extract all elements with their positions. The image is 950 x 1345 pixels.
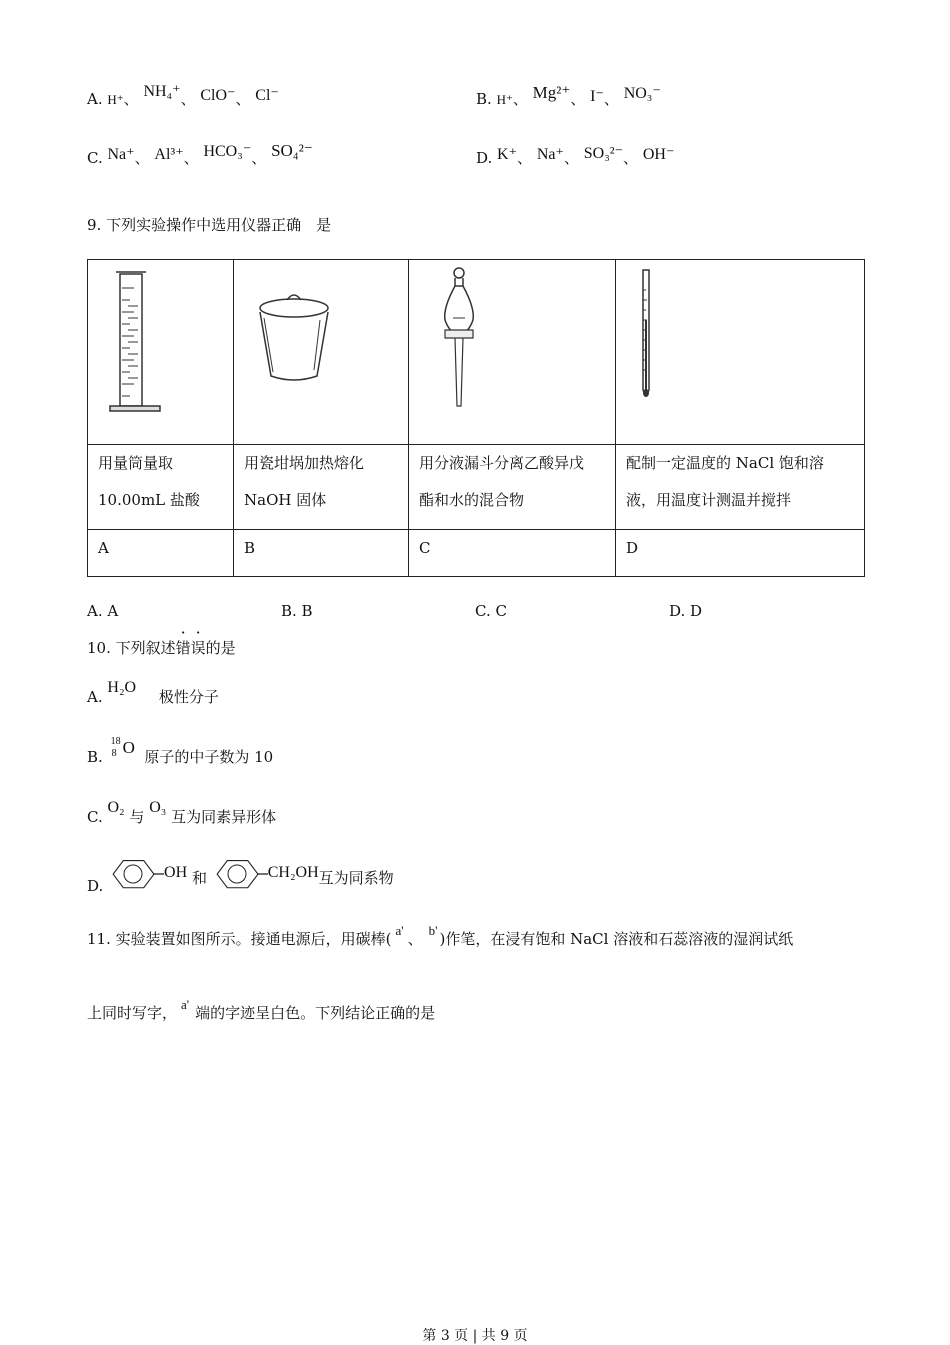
benzene-ring-icon — [108, 858, 164, 896]
cell-image-c — [409, 260, 616, 445]
q10-option-a: A. H₂O 极性分子 — [87, 679, 219, 706]
q10-option-d: D. OH 和 CH₂OH互为同系物 — [87, 858, 394, 896]
thermometer-icon — [626, 260, 875, 430]
electrode-a: a' — [395, 923, 404, 938]
graduated-cylinder-icon — [98, 260, 243, 430]
ion: I⁻ — [590, 88, 604, 105]
element-symbol: O — [122, 738, 135, 757]
cell-letter-b: B — [234, 530, 409, 577]
cell-desc-d: 配制一定温度的 NaCl 饱和溶 液，用温度计测温并搅拌 — [616, 445, 865, 530]
q8-option-a: A. H⁺、 NH₄⁺、 ClO⁻、 Cl⁻ — [87, 83, 279, 108]
ion: ClO⁻ — [200, 87, 236, 104]
atomic-number: 8 — [111, 748, 117, 759]
ion: SO₃²⁻ — [583, 145, 624, 162]
functional-group: CH₂OH — [267, 864, 319, 881]
q8-option-d: D. K⁺、 Na⁺、 SO₃²⁻、 OH⁻ — [476, 145, 675, 167]
q10-option-b: B. 18 8 O 原子的中子数为 10 — [87, 736, 274, 766]
ion: H⁺ — [107, 92, 124, 107]
q9-answer-c: C. C — [475, 602, 507, 620]
ion: HCO₃⁻ — [203, 143, 252, 160]
ion: Mg²⁺ — [532, 83, 571, 102]
ion: NO₃⁻ — [623, 85, 661, 102]
cell-image-a — [88, 260, 234, 445]
q10-stem: 10. 下列叙述错误的是 — [87, 639, 236, 657]
mass-number: 18 — [110, 736, 121, 747]
cell-image-b — [234, 260, 409, 445]
ion: NH₄⁺ — [143, 83, 181, 100]
cell-letter-c: C — [409, 530, 616, 577]
formula: H₂O — [107, 679, 137, 696]
cell-desc-c: 用分液漏斗分离乙酸异戊 酯和水的混合物 — [409, 445, 616, 530]
q9-instrument-table — [87, 259, 865, 577]
cell-letter-d: D — [616, 530, 865, 577]
q9-answer-b: B. B — [281, 602, 313, 620]
electrode-b: b' — [428, 923, 438, 938]
q9-answer-a: A. A — [87, 602, 119, 620]
ion: Na⁺ — [107, 146, 135, 163]
separatory-funnel-icon — [419, 260, 626, 430]
benzene-ring-icon — [212, 858, 268, 896]
ion: Cl⁻ — [255, 87, 279, 104]
functional-group: OH — [164, 864, 188, 881]
cell-desc-a: 用量筒量取 10.00mL 盐酸 — [88, 445, 234, 530]
emphasis-char: 误 — [190, 639, 206, 657]
q10-option-c: C. O₂ 与 O₃ 互为同素异形体 — [87, 799, 277, 826]
formula: O₃ — [149, 799, 167, 816]
q9-stem: 9. 下列实验操作中选用仪器正确 是 — [87, 216, 332, 234]
ion: H⁺ — [496, 92, 513, 107]
q8-option-c: C. Na⁺、 Al³⁺、 HCO₃⁻、 SO₄²⁻ — [87, 141, 313, 167]
crucible-icon — [244, 260, 419, 430]
cell-letter-a: A — [88, 530, 234, 577]
electrode-a: a' — [181, 997, 190, 1012]
q8-option-b: B. H⁺、 Mg²⁺、 I⁻、 NO₃⁻ — [476, 83, 661, 108]
ion: Al³⁺ — [154, 146, 184, 163]
cell-desc-b: 用瓷坩埚加热熔化 NaOH 固体 — [234, 445, 409, 530]
q11-stem-line2: 上同时写字， a' 端的字迹呈白色。下列结论正确的是 — [87, 997, 436, 1022]
q11-stem-line1: 11. 实验装置如图所示。接通电源后，用碳棒( a' 、 b' )作笔，在浸有饱和 NaCl 溶液和石蕊溶液的湿润试纸 — [87, 923, 794, 948]
q9-answer-d: D. D — [669, 602, 703, 620]
cell-image-d — [616, 260, 865, 445]
ion: K⁺ — [497, 146, 518, 163]
page-footer: 第 3 页 | 共 9 页 — [422, 1328, 528, 1344]
emphasis-char: 错 — [175, 639, 191, 657]
ion: SO₄²⁻ — [271, 141, 313, 160]
ion: Na⁺ — [536, 146, 564, 163]
formula: O₂ — [107, 799, 125, 816]
ion: OH⁻ — [642, 146, 675, 163]
